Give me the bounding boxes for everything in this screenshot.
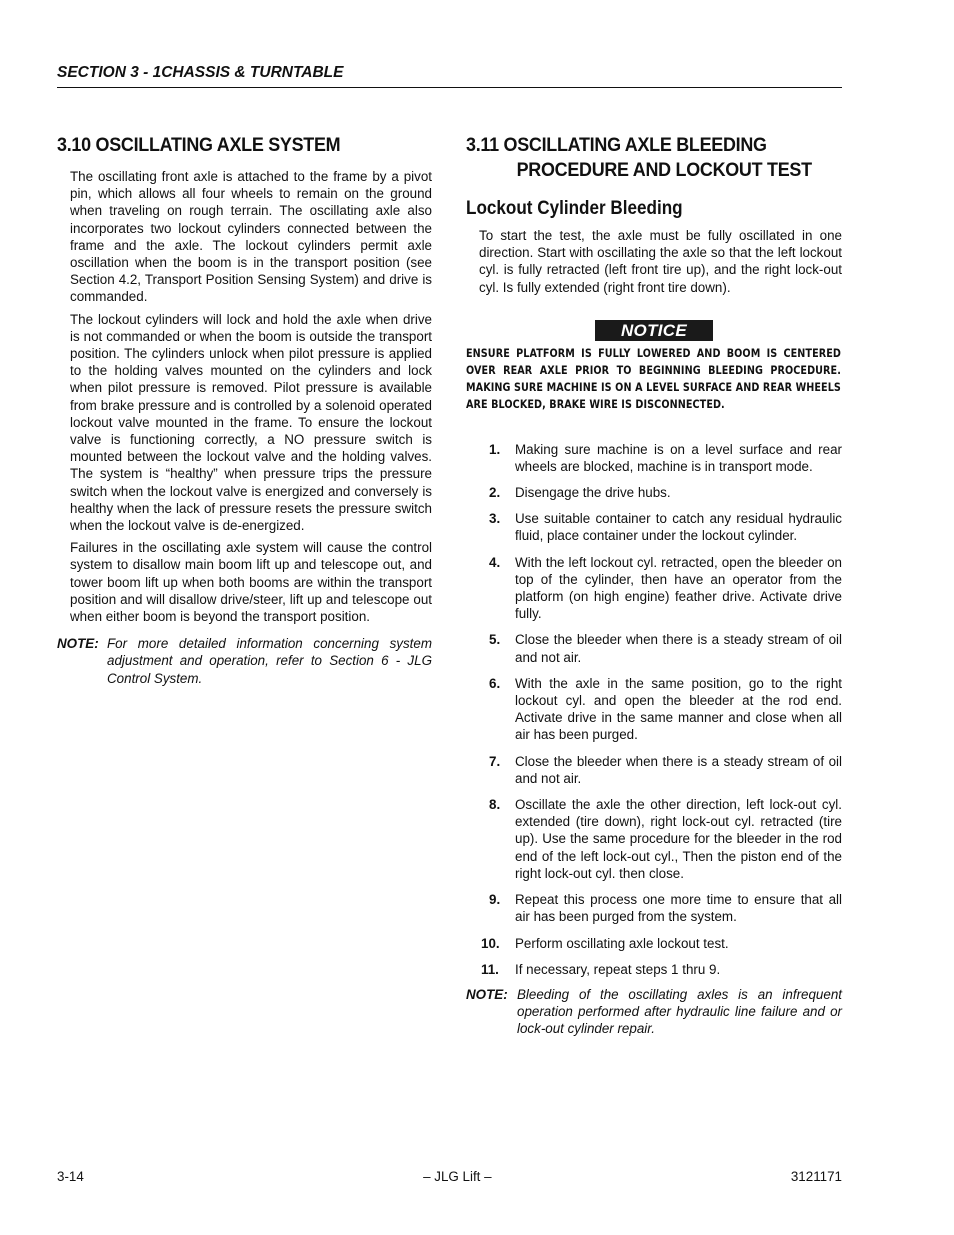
note-label: NOTE: xyxy=(466,986,508,1002)
page-footer xyxy=(57,1169,842,1184)
step-item xyxy=(466,935,842,952)
step-text: Disengage the drive hubs. xyxy=(515,485,671,501)
subheading-lockout-cylinder-bleeding: Lockout Cylinder Bleeding xyxy=(466,198,683,219)
step-text: Repeat this process one more time to ensure that all air has been purged from the system. xyxy=(515,892,842,925)
step-item xyxy=(466,796,842,882)
note-label: NOTE: xyxy=(57,636,99,652)
heading-line-1: 3.11 OSCILLATING AXLE BLEEDING xyxy=(466,134,767,156)
step-item xyxy=(466,891,842,925)
page-number: 3-14 xyxy=(57,1169,84,1184)
step-item xyxy=(466,484,842,501)
step-text: With the axle in the same position, go to the right lockout cyl. and open the bleeder at the rod end. Activate drive in the same manner and close when all air has been purged. xyxy=(515,675,842,743)
note-right xyxy=(466,986,842,1038)
step-item xyxy=(466,753,842,787)
paragraph-3: Failures in the oscillating axle system will cause the control system to disallow main boom lift up and telescope out, and tower boom lift up when both booms are within the transport position and will disallow drive/steer, lift up and telescope out when either boom is beyond the transport position. xyxy=(70,540,432,625)
document-number: 3121171 xyxy=(790,1169,842,1184)
note-left xyxy=(57,635,432,687)
right-column xyxy=(466,133,842,1038)
step-item xyxy=(466,510,842,544)
step-text: Oscillate the axle the other direction, left lock-out cyl. extended (tire down), right lock-out cyl. retracted (tire up). Use the same procedure for the bleeder in the rod end of the left lock-out cyl., Then the piston end of the right lock-out cyl. then close. xyxy=(515,797,842,881)
step-number: 1. xyxy=(489,441,501,457)
step-number: 7. xyxy=(489,753,501,769)
step-number: 11. xyxy=(481,961,499,977)
step-text: If necessary, repeat steps 1 thru 9. xyxy=(515,961,721,977)
paragraph-1: The oscillating front axle is attached to the frame by a pivot pin, which allows all four wheels to remain on the ground when traveling on rough terrain. The oscillating axle also incorporates two lockout cylinders connected between the frame and the axle. The lockout cylinders permit axle oscillation when the boom is in the transport position (see Section 4.2, Transport Position Sensing System) and drive is commanded. xyxy=(70,169,432,305)
step-number: 3. xyxy=(489,511,501,527)
steps-list xyxy=(466,441,842,978)
paragraph-2: The lockout cylinders will lock and hold the axle when drive is not commanded or when the boom is outside the transport position. The cylinders unlock when pilot pressure is applied to the holding valves mounted on the cylinders and lock when pilot pressure is removed. Pilot pressure is available from brake pressure and is controlled by a solenoid operated lockout valve mounted in the frame. To ensure the lockout valve is functioning correctly, a NO pressure switch is mounted between the lockout valve and the holding valves. The system is “healthy” when pressure trips the pressure switch when the lockout valve is energized and conversely is healthy when the lack of pressure resets the pressure switch when the lockout valve is de-energized. xyxy=(70,311,432,534)
section-heading-3-10: 3.10 OSCILLATING AXLE SYSTEM xyxy=(57,134,341,156)
notice-badge: NOTICE xyxy=(595,320,713,341)
step-text: Close the bleeder when there is a steady stream of oil and not air. xyxy=(515,753,842,786)
step-text: Close the bleeder when there is a steady stream of oil and not air. xyxy=(515,632,842,665)
intro-paragraph: To start the test, the axle must be fully oscillated in one direction. Start with oscillating the axle so that the left lockout cyl. is fully retracted (left front tire up), and the right lock-out cyl. Is fully extended (right front tire down). xyxy=(479,228,842,295)
step-item xyxy=(466,631,842,665)
step-item xyxy=(466,961,842,978)
step-number: 2. xyxy=(489,485,501,501)
step-item xyxy=(466,675,842,744)
step-number: 5. xyxy=(489,632,501,648)
footer-brand: – JLG Lift – xyxy=(423,1169,492,1184)
step-number: 4. xyxy=(489,554,501,570)
step-number: 10. xyxy=(481,935,500,951)
section-header: SECTION 3 - 1CHASSIS & TURNTABLE xyxy=(57,64,842,88)
step-number: 9. xyxy=(489,892,501,908)
note-text: Bleeding of the oscillating axles is an infrequent operation performed after hydraulic line failure and or lock-out cylinder repair. xyxy=(517,986,842,1037)
step-text: Making sure machine is on a level surface and rear wheels are blocked, machine is in transport mode. xyxy=(515,441,842,474)
step-item xyxy=(466,441,842,475)
step-text: Perform oscillating axle lockout test. xyxy=(515,935,729,951)
notice-text: ENSURE PLATFORM IS FULLY LOWERED AND BOOM IS CENTERED OVER REAR AXLE PRIOR TO BEGINNING BLEEDING PROCEDURE. MAKING SURE MACHINE IS ON A LEVEL SURFACE AND REAR WHEELS ARE BLOCKED, BRAKE WIRE IS DISCONNECTED. xyxy=(466,346,841,412)
step-text: Use suitable container to catch any residual hydraulic fluid, place container under the lockout cylinder. xyxy=(515,511,842,544)
note-text: For more detailed information concerning system adjustment and operation, refer to Section 6 - JLG Control System. xyxy=(107,636,432,686)
section-heading-3-11 xyxy=(466,133,812,183)
heading-line-2: PROCEDURE AND LOCKOUT TEST xyxy=(516,159,812,181)
step-item xyxy=(466,554,842,623)
left-column xyxy=(57,133,432,687)
step-text: With the left lockout cyl. retracted, open the bleeder on top of the cylinder, then have an operator from the platform (on high engine) feather drive. Activate drive fully. xyxy=(515,554,842,622)
step-number: 8. xyxy=(489,797,501,813)
step-number: 6. xyxy=(489,675,501,691)
